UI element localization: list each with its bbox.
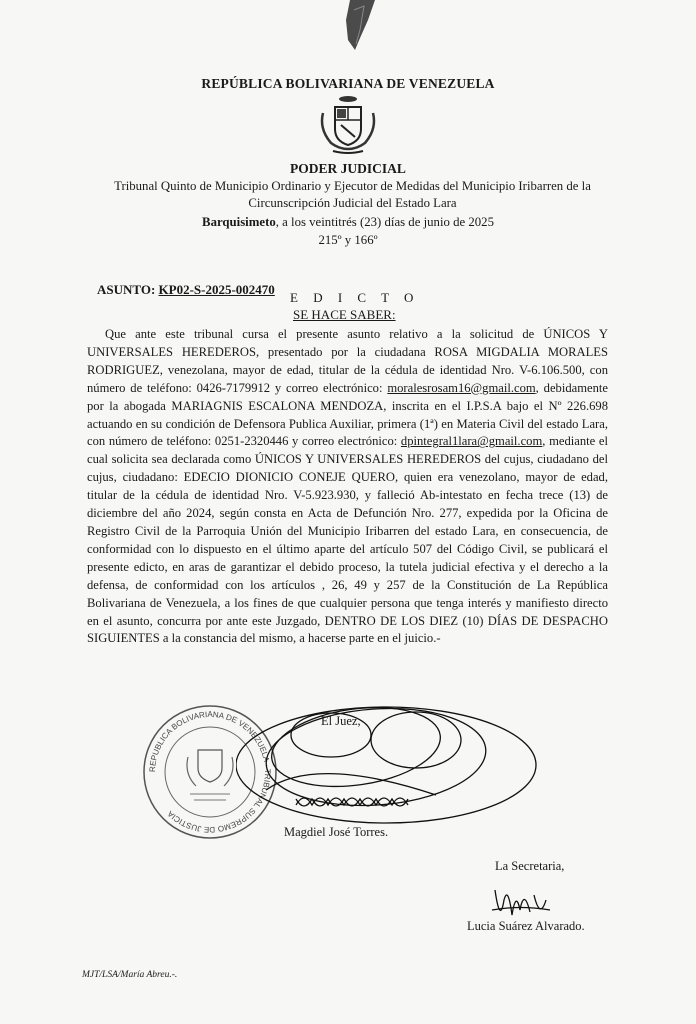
republic-heading: REPÚBLICA BOLIVARIANA DE VENEZUELA bbox=[201, 76, 495, 91]
place-date bbox=[0, 215, 696, 230]
body-part-1: Que ante este tribunal cursa el presente asunto relativo a la solicitud de ÚNICOS Y UNIVERSALES HEREDEROS, presentado por la ciudadana ROSA MIGDALIA MORALES RODRIGUEZ, venezolana, mayor de edad, titular de la cédula de identidad Nro. V-6.106.500, con número de teléfono: 0426-7179912 y correo electrónico: bbox=[87, 327, 608, 395]
document-initials: MJT/LSA/María Abreu.-. bbox=[82, 970, 178, 980]
judge-signature bbox=[236, 695, 566, 830]
asunto-code: KP02-S-2025-002470 bbox=[158, 282, 275, 297]
seal-text: REPUBLICA BOLIVARIANA DE VENEZUELA · TRIBUNAL SUPREMO DE JUSTICIA bbox=[147, 709, 273, 835]
body-part-2: , debidamente por la abogada MARIAGNIS ESCALONA MENDOZA, inscrita en el I.P.S.A bajo el Nº 226.698 actuando en su condición de Defensora Publica Auxiliar, primera (1ª) en Materia Civil del estado Lara, con número de teléfono: 0251-2320446 y correo electrónico: bbox=[87, 380, 608, 449]
secretary-name: Lucia Suárez Alvarado. bbox=[467, 919, 585, 933]
juez-label: El Juez, bbox=[321, 714, 361, 728]
tribunal-name: Tribunal Quinto de Municipio Ordinario y Ejecutor de Medidas del Municipio Iribarren de la Circunscripción Judicial del Estado Lara bbox=[114, 179, 591, 210]
se-hace-saber: SE HACE SABER: bbox=[293, 307, 396, 322]
asunto-label: ASUNTO: bbox=[97, 282, 156, 297]
email-link-1: moralesrosam16@gmail.com bbox=[387, 380, 536, 395]
city-name: Barquisimeto bbox=[202, 215, 276, 229]
coat-of-arms-emblem bbox=[315, 93, 381, 155]
asunto-line bbox=[97, 282, 275, 298]
email-link-2: dpintegral1lara@gmail.com bbox=[400, 434, 543, 449]
edicto-body bbox=[87, 326, 608, 648]
secretary-label: La Secretaria, bbox=[495, 859, 565, 873]
body-part-3: , mediante el cual solicita sea declarada como ÚNICOS Y UNIVERSALES HEREDEROS del cujus, ciudadano del cujus, ciudadano: EDECIO DIONICIO CONEJE QUERO, quien era venezolano, mayor de edad, titular de la cédula de identidad Nro. V-5.923.930, y falleció Ab-intestato en fecha trece (13) de diciembre del año 2024, según consta en Acta de Defunción Nro. 277, expedida por la Oficina de Registro Civil de la Parroquia Unión del Municipio Iribarren del estado Lara, en consecuencia, de conformidad con lo dispuesto en el último aparte del artículo 507 del Código Civil, se publicará el presente edicto, en aras de garantizar el debido proceso, la tutela judicial efectiva y el derecho a la defensa, de conformidad con los artículos , 26, 49 y 257 de la Constitución de La República Bolivariana de Venezuela, a los fines de que cualquier persona que tenga interés y manifiesto directo en el asunto, concurra por ante este Juzgado, DENTRO DE LOS DIEZ (10) DÍAS DE DESPACHO SIGUIENTES a la constancia del mismo, a hacerse parte en el juicio.- bbox=[87, 434, 608, 646]
folio-years: 215º y 166º bbox=[318, 233, 378, 247]
edicto-title: E D I C T O bbox=[290, 290, 420, 305]
scan-smudge bbox=[320, 0, 390, 55]
judge-name: Magdiel José Torres. bbox=[284, 825, 389, 839]
date-text: , a los veintitrés (23) días de junio de 2025 bbox=[275, 215, 494, 229]
poder-judicial-heading: PODER JUDICIAL bbox=[290, 161, 406, 176]
